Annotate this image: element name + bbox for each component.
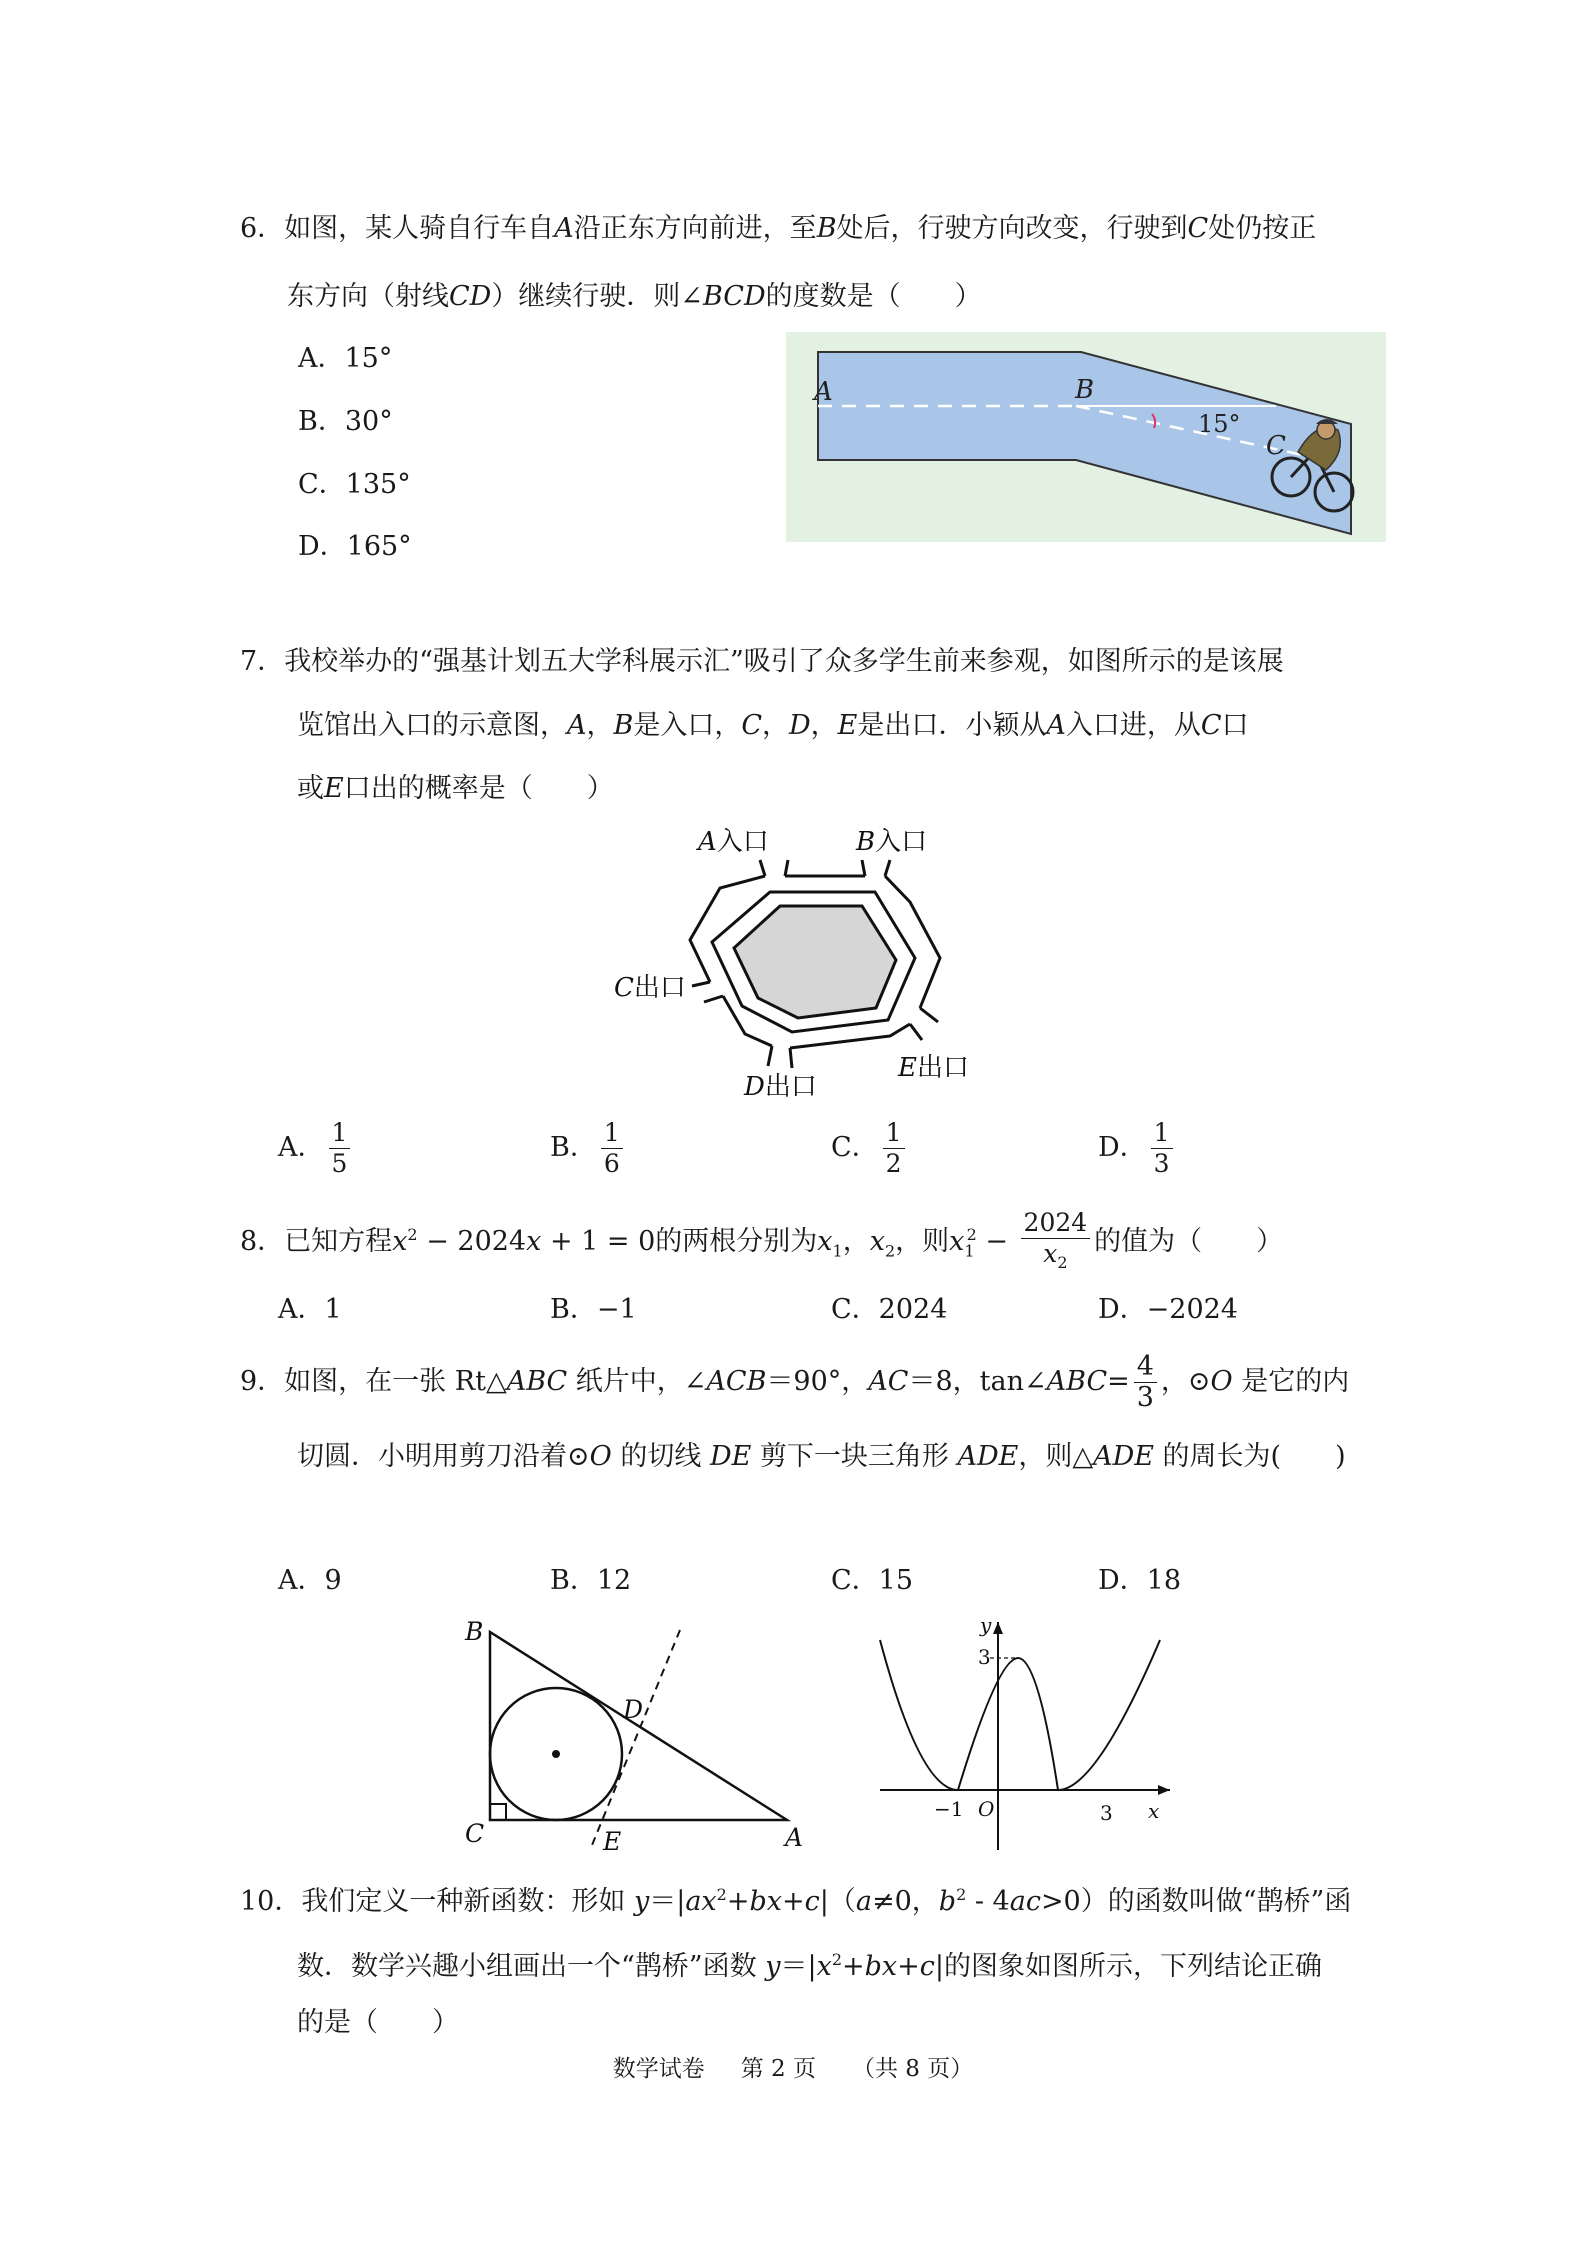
graph-tick-y3: 3 — [978, 1645, 991, 1669]
q7-line1: 7．我校举办的“强基计划五大学科展示汇”吸引了众多学生前来参观，如图所示的是该展 — [240, 646, 1284, 677]
q7-exhibition-hall-figure — [600, 810, 1020, 1110]
q8-option-b: B．−1 — [550, 1294, 637, 1325]
q7-label-a-entrance: A入口 — [698, 827, 769, 857]
q10-line3: 的是（ ） — [297, 2007, 459, 2038]
q6-option-c: C．135° — [298, 469, 411, 500]
q10-line2: 数．数学兴趣小组画出一个“鹊桥”函数 $y=|x^2+bx+c|$的图象如图所示，下列结论正确 — [297, 1950, 1322, 1982]
q7-option-c: C． $\frac{1}{2}$ — [831, 1118, 909, 1179]
q8-option-c: C．2024 — [831, 1294, 948, 1325]
q7-label-d-exit: D出口 — [744, 1072, 817, 1102]
q6-fig-label-c: C — [1266, 431, 1286, 461]
q9-label-a: A — [785, 1823, 804, 1852]
q7-label-b-entrance: B入口 — [856, 827, 928, 857]
q6-fig-label-a: A — [814, 377, 833, 407]
q9-line1: 9．如图，在一张 Rt△ABC 纸片中，∠ACB＝90°，AC＝8，tan∠ABC= $\frac{4}{3}$ ，⊙O 是它的内 — [240, 1351, 1350, 1413]
q10-line1: 10．我们定义一种新函数：形如 $y=|ax^2+bx+c|(a\ne 0$，$b^2 - 4ac>0$）的函数叫做“鹊桥”函 — [240, 1885, 1352, 1917]
q7-option-a: A． $\frac{1}{5}$ — [278, 1118, 354, 1179]
footer-page: 第 2 页 — [740, 2056, 816, 2082]
q7-option-b: B． $\frac{1}{6}$ — [550, 1118, 627, 1179]
q6-fig-angle-label: 15° — [1198, 410, 1241, 438]
q7-line2: 览馆出入口的示意图，A，B是入口，C，D，E是出口．小颖从A入口进，从C口 — [297, 710, 1249, 741]
q7-line3: 或E口出的概率是（ ） — [297, 773, 614, 804]
q9-option-a: A．9 — [278, 1565, 342, 1596]
graph-y-label: y — [980, 1613, 992, 1637]
q6-line1: 6．如图，某人骑自行车自A沿正东方向前进，至B处后，行驶方向改变，行驶到C处仍按正 — [240, 213, 1317, 244]
q9-option-b: B．12 — [550, 1565, 632, 1596]
q7-option-d: D． $\frac{1}{3}$ — [1098, 1118, 1177, 1179]
q6-line2: 东方向（射线CD）继续行驶．则∠BCD的度数是（ ） — [287, 281, 982, 312]
q9-triangle-figure — [455, 1610, 835, 1860]
q9-label-c: C — [465, 1819, 485, 1848]
q9-option-d: D．18 — [1098, 1565, 1182, 1596]
footer-subject: 数学试卷 — [612, 2056, 705, 2082]
q9-label-d: D — [623, 1695, 644, 1724]
q6-option-d: D．165° — [298, 531, 412, 562]
q6-option-a: A．15° — [298, 343, 393, 374]
q8-option-a: A．1 — [278, 1294, 342, 1325]
q7-label-e-exit: E出口 — [898, 1053, 969, 1083]
q6-fig-label-b: B — [1075, 375, 1095, 405]
q8-option-d: D．−2024 — [1098, 1294, 1238, 1325]
graph-x-label: x — [1148, 1799, 1160, 1823]
footer-total: （共 8 页） — [852, 2056, 974, 2082]
graph-tick-x3: 3 — [1100, 1801, 1113, 1825]
graph-tick-x-neg1: −1 — [934, 1797, 964, 1821]
q9-label-b: B — [465, 1617, 484, 1646]
q6-option-b: B．30° — [298, 406, 393, 437]
q9-label-e: E — [603, 1827, 622, 1856]
graph-origin-label: O — [978, 1797, 995, 1821]
q8-line: 8．已知方程$x^2 - 2024x + 1 = 0$的两根分别为$x_1$，$x_2$，则$x_1^2$ − $\frac{2024}{x_2}$ 的值为（ ） — [240, 1207, 1284, 1272]
q9-option-c: C．15 — [831, 1565, 914, 1596]
q9-line2: 切圆．小明用剪刀沿着⊙O 的切线 DE 剪下一块三角形 ADE，则△ADE 的周长为( ) — [297, 1441, 1346, 1472]
page-footer — [0, 2050, 1586, 2083]
q7-label-c-exit: C出口 — [614, 973, 686, 1003]
q10-function-graph — [870, 1610, 1190, 1860]
q6-road-figure — [786, 332, 1386, 542]
